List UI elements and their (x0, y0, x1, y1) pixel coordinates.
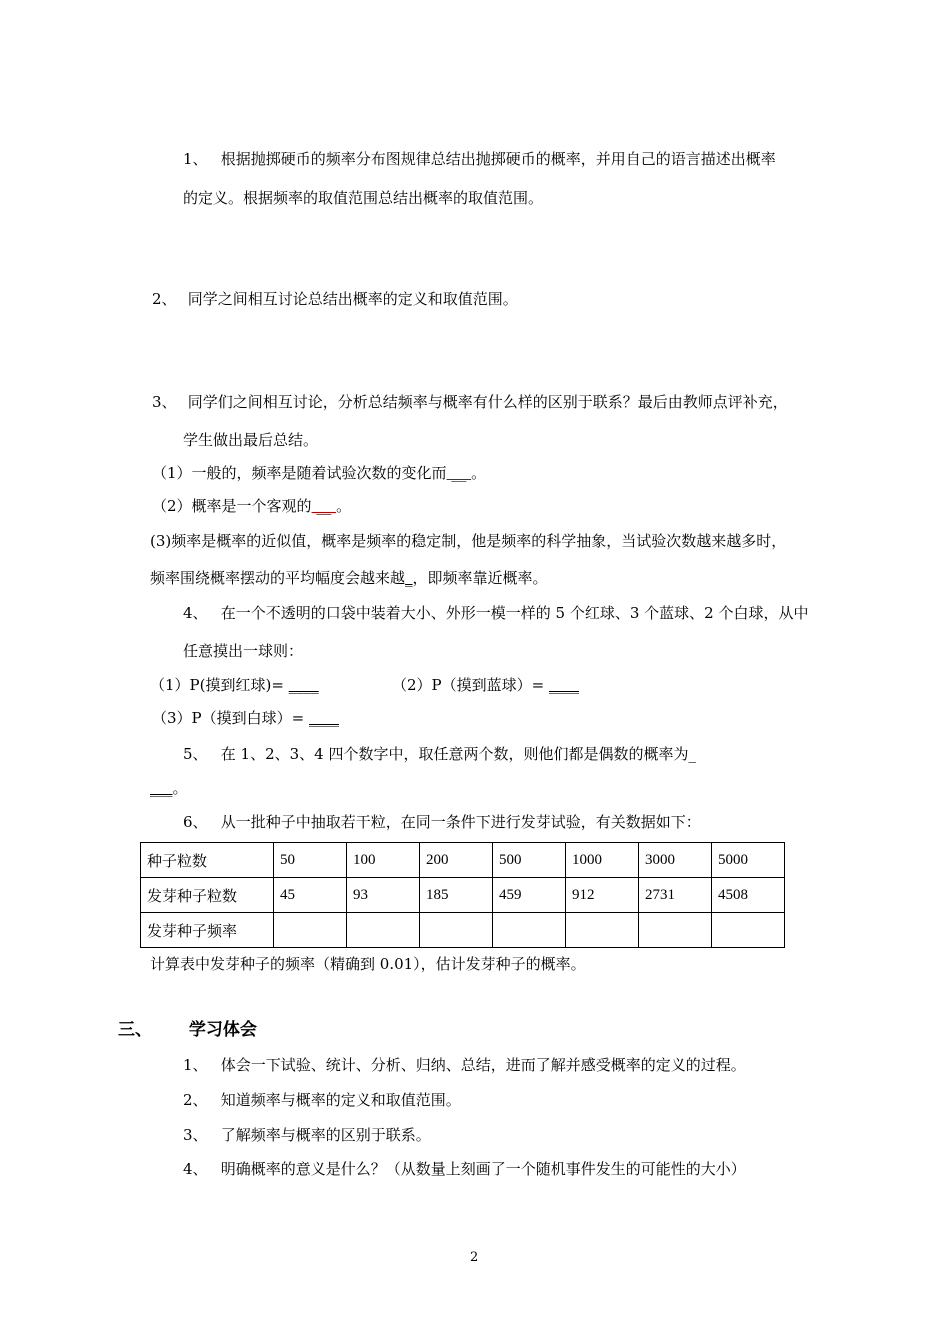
table-cell: 1000 (566, 843, 639, 878)
question-3-line1: 同学们之间相互讨论，分析总结频率与概率有什么样的区别于联系？最后由教师点评补充， (187, 393, 788, 411)
section-3-heading (118, 1020, 257, 1040)
list-item-number: 4、 (183, 1160, 208, 1178)
table-cell: 100 (347, 843, 420, 878)
table-cell-empty (639, 913, 712, 948)
question-4-b (392, 675, 579, 695)
table-cell: 种子粒数 (141, 843, 274, 878)
section-3-title: 学习体会 (188, 1020, 257, 1040)
sub2-text: （2）概率是一个客观的 (152, 497, 312, 515)
sub1-blank: __ (446, 464, 472, 482)
question-3-sub2 (152, 496, 351, 516)
sub2-blank: __ (311, 497, 337, 515)
list-item-number: 3、 (183, 1126, 208, 1144)
table-cell-empty (347, 913, 420, 948)
question-1-line1: 根据抛掷硬币的频率分布图规律总结出抛掷硬币的概率，并用自己的语言描述出概率 (220, 150, 776, 168)
q4c-blank: ____ (308, 709, 339, 727)
question-2-number: 2、 (152, 290, 177, 308)
list-item (183, 1055, 746, 1075)
table-cell-empty (493, 913, 566, 948)
question-3 (152, 392, 788, 412)
sub1-text: （1）一般的，频率是随着试验次数的变化而 (152, 464, 447, 482)
table-cell: 2731 (639, 878, 712, 913)
question-1 (183, 149, 776, 169)
question-3-sub3-line2 (150, 568, 548, 588)
question-5 (183, 744, 696, 764)
q5-blank: ___ (150, 779, 173, 797)
table-row (141, 913, 785, 948)
section-3-number: 三、 (118, 1020, 152, 1040)
sub1-end: 。 (471, 464, 487, 482)
table-cell: 93 (347, 878, 420, 913)
table-cell: 500 (493, 843, 566, 878)
list-item-text: 体会一下试验、统计、分析、归纳、总结，进而了解并感受概率的定义的过程。 (220, 1056, 746, 1074)
table-cell-empty (712, 913, 785, 948)
table-cell-empty (566, 913, 639, 948)
list-item-number: 1、 (183, 1056, 208, 1074)
table-cell: 50 (274, 843, 347, 878)
question-4-a (150, 675, 319, 695)
list-item (183, 1090, 461, 1110)
table-cell-empty (274, 913, 347, 948)
table-cell: 459 (493, 878, 566, 913)
table-row (141, 843, 785, 878)
question-1-line2: 的定义。根据频率的取值范围总结出概率的取值范围。 (183, 189, 544, 207)
sub3-blank: _ (405, 569, 413, 587)
table-cell: 3000 (639, 843, 712, 878)
q5-end: 。 (172, 779, 188, 797)
q4b-text: （2）P（摸到蓝球）= (392, 676, 549, 694)
list-item-text: 明确概率的意义是什么？（从数量上刻画了一个随机事件发生的可能性的大小） (220, 1160, 746, 1178)
question-3-sub3-line1: (3)频率是概率的近似值，概率是频率的稳定制，他是频率的科学抽象，当试验次数越来越多时， (150, 532, 787, 550)
question-6-text: 从一批种子中抽取若干粒，在同一条件下进行发芽试验，有关数据如下： (220, 813, 701, 831)
table-cell: 200 (420, 843, 493, 878)
question-5-line2 (150, 778, 188, 798)
q4b-blank: ____ (548, 676, 579, 694)
question-2 (152, 289, 518, 309)
question-4-number: 4、 (183, 604, 208, 622)
list-item-number: 2、 (183, 1091, 208, 1109)
table-cell: 发芽种子粒数 (141, 878, 274, 913)
sub3-end: ，即频率靠近概率。 (412, 569, 548, 587)
list-item (183, 1159, 746, 1179)
list-item (183, 1125, 431, 1145)
question-5-number: 5、 (183, 745, 208, 763)
q4a-text: （1）P(摸到红球)= (150, 676, 289, 694)
question-4 (183, 603, 809, 623)
question-3-number: 3、 (152, 393, 177, 411)
question-4-c (152, 708, 339, 728)
q4c-text: （3）P（摸到白球）= (152, 709, 309, 727)
table-note: 计算表中发芽种子的频率（精确到 0.01），估计发芽种子的概率。 (150, 955, 586, 973)
question-3-line2: 学生做出最后总结。 (183, 431, 319, 449)
question-6 (183, 812, 701, 832)
question-1-number: 1、 (183, 150, 208, 168)
table-cell: 185 (420, 878, 493, 913)
table-cell: 912 (566, 878, 639, 913)
sub2-end: 。 (336, 497, 352, 515)
table-cell-empty (420, 913, 493, 948)
page-number: 2 (470, 1250, 479, 1265)
table-cell: 发芽种子频率 (141, 913, 274, 948)
question-5-line1: 在 1、2、3、4 四个数字中，取任意两个数，则他们都是偶数的概率为_ (220, 745, 696, 763)
question-3-sub1 (152, 463, 486, 483)
seed-germination-table (140, 842, 785, 948)
table-cell: 45 (274, 878, 347, 913)
table-cell: 4508 (712, 878, 785, 913)
question-2-text: 同学之间相互讨论总结出概率的定义和取值范围。 (187, 290, 518, 308)
question-6-number: 6、 (183, 813, 208, 831)
q4a-blank: ____ (288, 676, 319, 694)
table-row (141, 878, 785, 913)
list-item-text: 了解频率与概率的区别于联系。 (220, 1126, 431, 1144)
table-cell: 5000 (712, 843, 785, 878)
list-item-text: 知道频率与概率的定义和取值范围。 (220, 1091, 461, 1109)
sub3-text: 频率围绕概率摆动的平均幅度会越来越 (150, 569, 406, 587)
question-4-line1: 在一个不透明的口袋中装着大小、外形一模一样的 5 个红球、3 个蓝球、2 个白球，从中 (220, 604, 809, 622)
question-4-line2: 任意摸出一球则： (183, 642, 304, 660)
